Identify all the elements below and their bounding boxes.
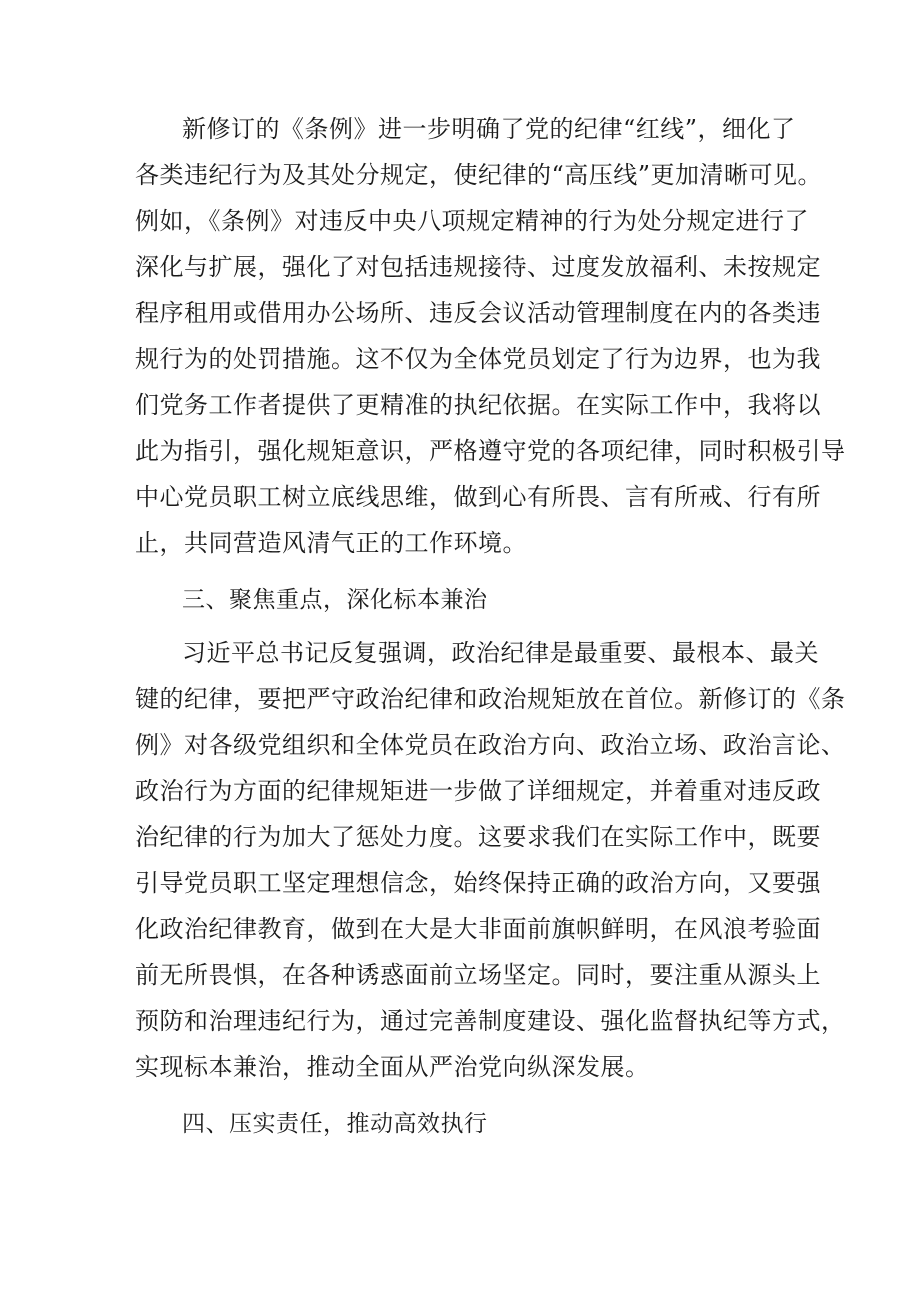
paragraph-line: 止，共同营造风清气正的工作环境。	[135, 529, 527, 557]
paragraph-line: 规行为的处罚措施。这不仅为全体党员划定了行为边界，也为我	[135, 345, 821, 373]
paragraph-line: 化政治纪律教育，做到在大是大非面前旗帜鲜明，在风浪考验面	[135, 915, 821, 943]
paragraph-line: 政治行为方面的纪律规矩进一步做了详细规定，并着重对违反政	[135, 777, 821, 805]
paragraph-line: 程序租用或借用办公场所、违反会议活动管理制度在内的各类违	[135, 299, 821, 327]
paragraph-line: 实现标本兼治，推动全面从严治党向纵深发展。	[135, 1053, 650, 1081]
paragraph-line: 预防和治理违纪行为，通过完善制度建设、强化监督执纪等方式，	[135, 1007, 846, 1035]
paragraph-line: 新修订的《条例》进一步明确了党的纪律“红线”，细化了	[182, 115, 796, 143]
paragraph-line: 键的纪律，要把严守政治纪律和政治规矩放在首位。新修订的《条	[135, 685, 846, 713]
paragraph-line: 治纪律的行为加大了惩处力度。这要求我们在实际工作中，既要	[135, 823, 821, 851]
paragraph-line: 前无所畏惧，在各种诱惑面前立场坚定。同时，要注重从源头上	[135, 961, 821, 989]
paragraph-line: 例如，《条例》对违反中央八项规定精神的行为处分规定进行了	[135, 207, 809, 235]
paragraph-line: 引导党员职工坚定理想信念，始终保持正确的政治方向，又要强	[135, 869, 821, 897]
paragraph-line: 深化与扩展，强化了对包括违规接待、过度发放福利、未按规定	[135, 253, 821, 281]
paragraph-line: 此为指引，强化规矩意识，严格遵守党的各项纪律，同时积极引导	[135, 437, 846, 465]
section-heading-4: 四、压实责任，推动高效执行	[182, 1111, 488, 1137]
paragraph-line: 各类违纪行为及其处分规定，使纪律的“高压线”更加清晰可见。	[135, 161, 823, 189]
paragraph-line: 中心党员职工树立底线思维，做到心有所畏、言有所戒、行有所	[135, 483, 821, 511]
paragraph-line: 例》对各级党组织和全体党员在政治方向、政治立场、政治言论、	[135, 731, 846, 759]
section-heading-3: 三、聚焦重点，深化标本兼治	[182, 587, 488, 613]
paragraph-line: 们党务工作者提供了更精准的执纪依据。在实际工作中，我将以	[135, 391, 821, 419]
paragraph-line: 习近平总书记反复强调，政治纪律是最重要、最根本、最关	[182, 639, 819, 667]
